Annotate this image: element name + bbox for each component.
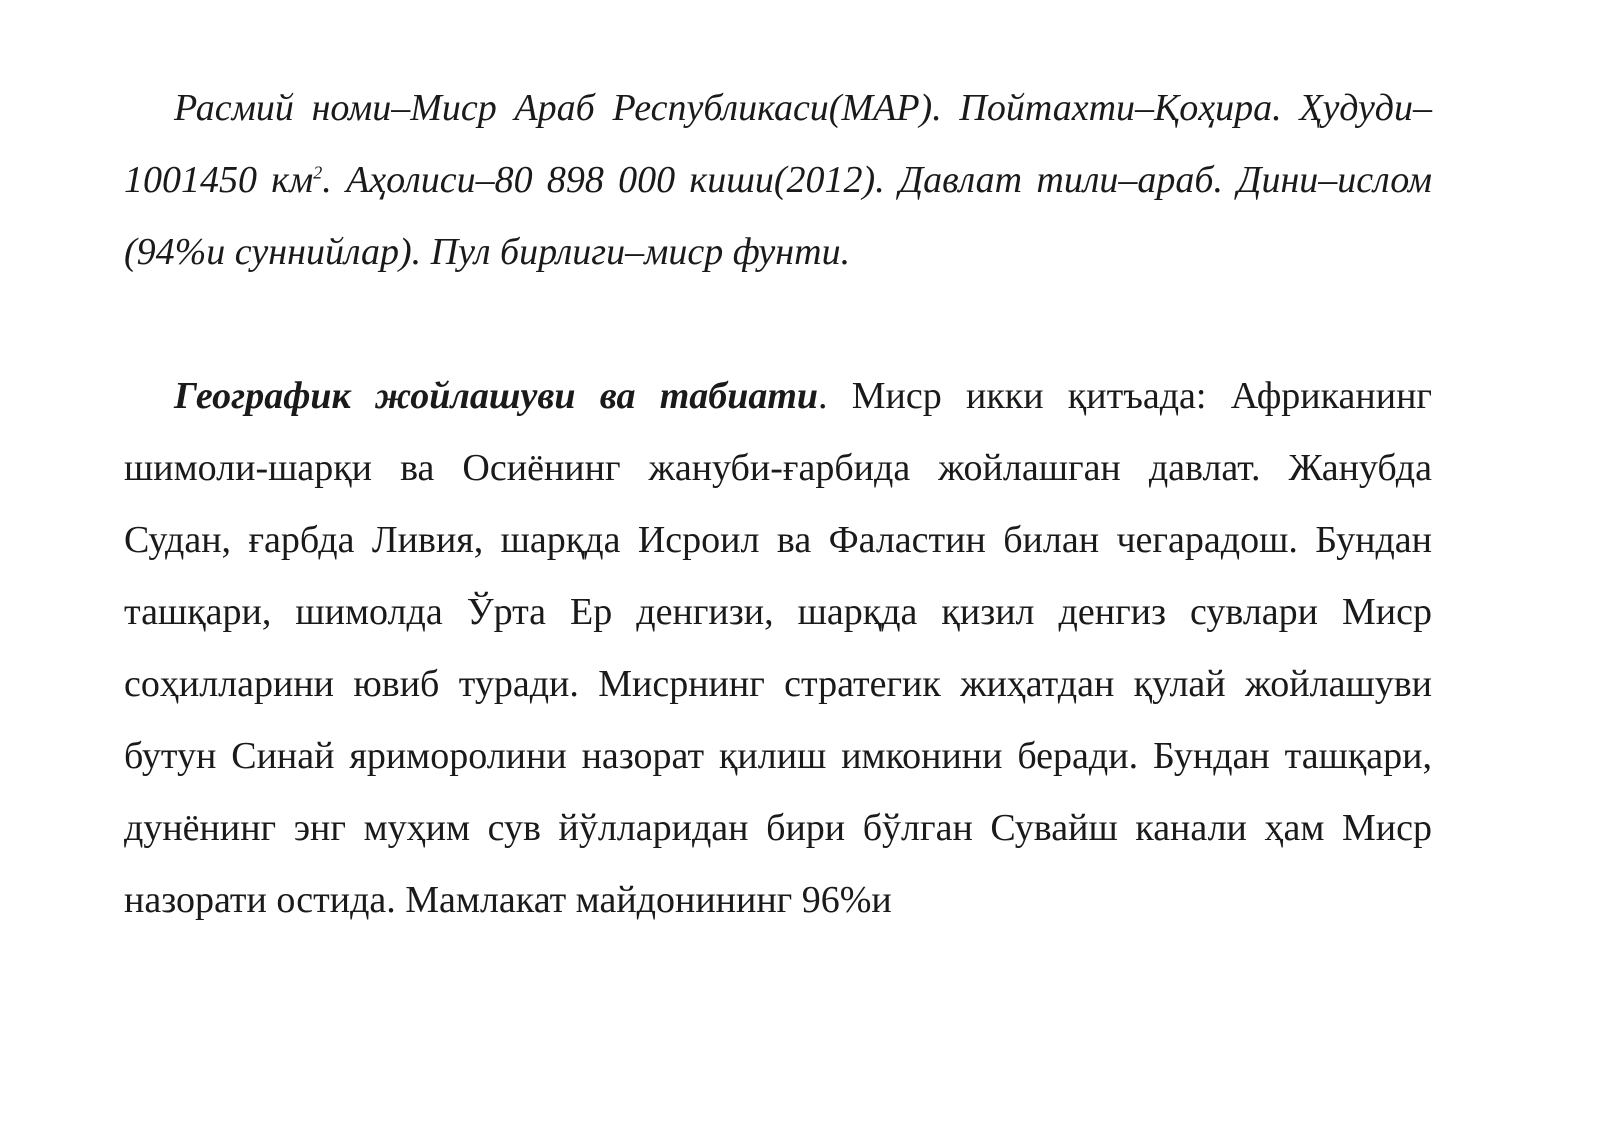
geography-body: . Миср икки қитъада: Африканинг шимоли-шарқи ва Осиёнинг жануби-ғарбида жойлашган давлат. Жанубда Судан, ғарбда Ливия, шарқда Исроил ва Фаластин билан чегарадош. Бундан ташқари, шимолда Ўрта Ер денгизи, шарқда қизил денгиз сувлари Миср соҳилларини ювиб туради. Мисрнинг стратегик жиҳатдан қулай жойлашуви бутун Синай яриморолини назорат қилиш имконини беради. Бундан ташқари, дунёнинг энг муҳим сув йўлларидан бири бўлган Сувайш канали ҳам Миср назорати остида. Мамлакат майдонининг 96%и (124, 375, 1432, 921)
area-unit-superscript: 2 (313, 162, 323, 183)
intro-text-part2: . Аҳолиси–80 898 000 киши(2012). Давлат тили–араб. Дини–ислом (94%и суннийлар). Пул бирлиги–миср фунти. (124, 159, 1432, 273)
intro-text-part1: Расмий номи–Миср Араб Республикаси(МАР). Пойтахти–Қоҳира. Ҳудуди–1001450 км (124, 87, 1432, 201)
intro-paragraph (124, 72, 1432, 288)
geography-paragraph (124, 360, 1432, 936)
geography-heading: Географик жойлашуви ва табиати (174, 375, 819, 417)
